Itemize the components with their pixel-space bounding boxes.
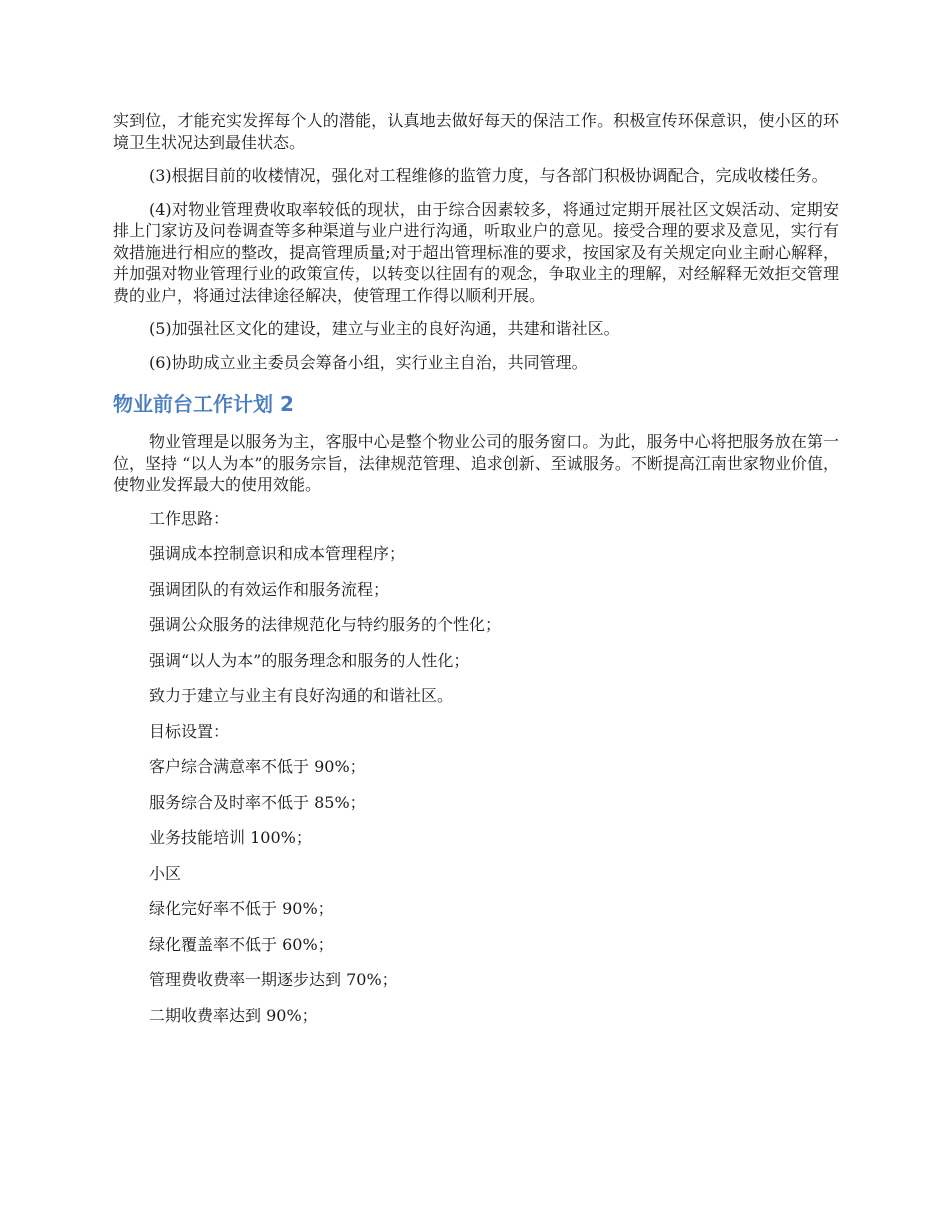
list-item: 目标设置： — [149, 721, 230, 741]
list-item: 客户综合满意率不低于 90%； — [149, 757, 366, 776]
intro-paragraph: 物业管理是以服务为主，客服中心是整个物业公司的服务窗口。为此，服务中心将把服务放在第一位，坚持 “以人为本”的服务宗旨，法律规范管理、追求创新、至诚服务。不断提高江南世家物业价值，使物业发挥最大的使用效能。 — [113, 432, 839, 494]
list-item: 二期收费率达到 90%； — [149, 1005, 318, 1025]
list-item: 管理费收费率一期逐步达到 70%； — [149, 970, 398, 989]
paragraph-item-6: (6)协助成立业主委员会筹备小组，实行业主自治，共同管理。 — [149, 352, 588, 372]
list-item: 绿化完好率不低于 90%； — [149, 899, 334, 918]
paragraph-item-3: (3)根据目前的收楼情况，强化对工程维修的监管力度，与各部门积极协调配合，完成收楼任务。 — [149, 166, 828, 185]
list-item: 强调公众服务的法律规范化与特约服务的个性化； — [149, 615, 502, 634]
list-item: 工作思路： — [149, 508, 230, 528]
list-item: 小区 — [149, 863, 182, 883]
list-item: 强调成本控制意识和成本管理程序； — [149, 544, 406, 563]
paragraph-item-5: (5)加强社区文化的建设，建立与业主的良好沟通，共建和谐社区。 — [149, 319, 620, 338]
list-item: 强调团队的有效运作和服务流程； — [149, 579, 390, 599]
list-item: 绿化覆盖率不低于 60%； — [149, 934, 334, 954]
list-item: 致力于建立与业主有良好沟通的和谐社区。 — [149, 686, 454, 705]
list-item: 业务技能培训 100%； — [149, 828, 312, 847]
paragraph-item-4: (4)对物业管理费收取率较低的现状，由于综合因素较多，将通过定期开展社区文娱活动、定期安排上门家访及问卷调查等多种渠道与业户进行沟通，听取业户的意见。接受合理的要求及意见，实行有效措施进行相应的整改，提高管理质量;对于超出管理标准的要求，按国家及有关规定向业主耐心解释，并加强对物业管理行业的政策宣传，以转变以往固有的观念，争取业主的理解，对经解释无效拒交管理费的业户，将通过法律途径解决，使管理工作得以顺利开展。 — [113, 199, 839, 305]
list-item: 强调“以人为本”的服务理念和服务的人性化； — [149, 650, 470, 670]
list-item: 服务综合及时率不低于 85%； — [149, 792, 366, 812]
document-page — [113, 110, 839, 1040]
paragraph-continuation: 实到位，才能充实发挥每个人的潜能，认真地去做好每天的保洁工作。积极宣传环保意识，使小区的环境卫生状况达到最佳状态。 — [113, 111, 839, 152]
section-heading: 物业前台工作计划 2 — [113, 392, 294, 416]
